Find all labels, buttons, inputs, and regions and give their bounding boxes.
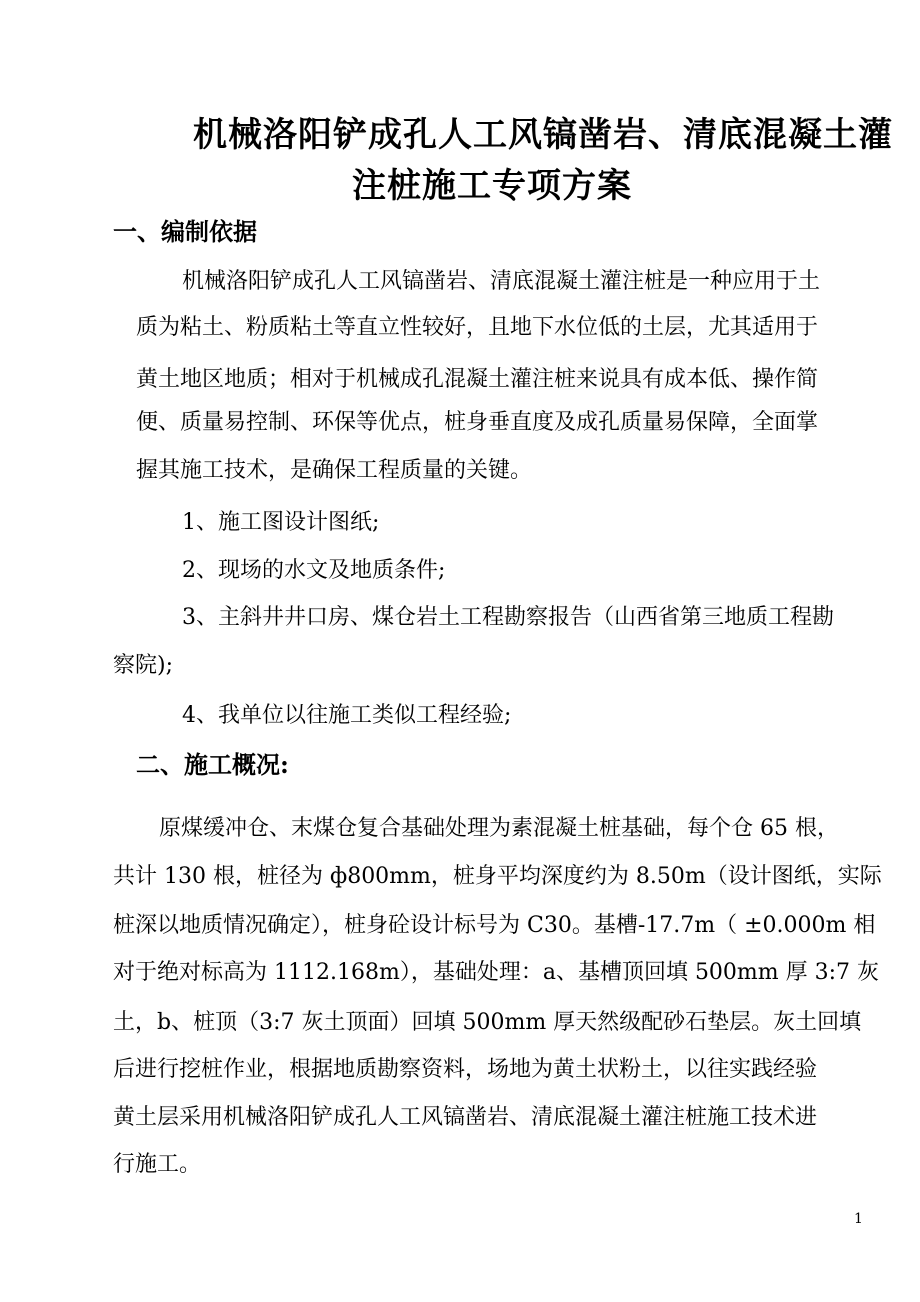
section2-paragraph-line: 对于绝对标高为 1112.168m），基础处理：a、基槽顶回填 500mm 厚 3:7 灰 [113, 960, 880, 985]
page-number: 1 [854, 1211, 863, 1227]
section1-list-item: 1、施工图设计图纸; [182, 510, 380, 535]
section1-heading: 一、编制依据 [113, 217, 257, 246]
section2-paragraph-line: 原煤缓冲仓、末煤仓复合基础处理为素混凝土桩基础，每个仓 65 根， [159, 816, 839, 841]
section1-list-item: 2、现场的水文及地质条件; [182, 558, 446, 583]
section1-paragraph-line: 黄土地区地质；相对于机械成孔混凝土灌注桩来说具有成本低、操作简 [136, 367, 819, 392]
section2-paragraph-line: 行施工。 [113, 1152, 202, 1177]
section1-paragraph-line: 便、质量易控制、环保等优点，桩身垂直度及成孔质量易保障，全面掌 [136, 410, 819, 435]
section1-list-item: 察院); [113, 653, 173, 678]
title-line-2: 注桩施工专项方案 [352, 166, 632, 206]
section1-paragraph-line: 握其施工技术，是确保工程质量的关键。 [136, 458, 533, 483]
title-line-1: 机械洛阳铲成孔人工风镐凿岩、清底混凝土灌 [193, 115, 893, 155]
section1-paragraph-line: 质为粘土、粉质粘土等直立性较好，且地下水位低的土层，尤其适用于 [136, 315, 819, 340]
section2-paragraph-line: 后进行挖桩作业，根据地质勘察资料，场地为黄土状粉土，以往实践经验 [113, 1057, 818, 1082]
section2-heading: 二、施工概况: [136, 750, 289, 779]
section2-paragraph-line: 黄土层采用机械洛阳铲成孔人工风镐凿岩、清底混凝土灌注桩施工技术进 [113, 1105, 818, 1130]
section1-paragraph-line: 机械洛阳铲成孔人工风镐凿岩、清底混凝土灌注桩是一种应用于土 [182, 269, 821, 294]
section1-list-item: 4、我单位以往施工类似工程经验; [182, 703, 512, 728]
section1-list-item: 3、主斜井井口房、煤仓岩土工程勘察报告（山西省第三地质工程勘 [182, 605, 834, 630]
section2-paragraph-line: 土，b、桩顶（3:7 灰土顶面）回填 500mm 厚天然级配砂石垫层。灰土回填 [113, 1010, 862, 1035]
section2-paragraph-line: 共计 130 根，桩径为 ф800mm，桩身平均深度约为 8.50m（设计图纸，实际 [113, 864, 882, 889]
section2-paragraph-line: 桩深以地质情况确定），桩身砼设计标号为 C30。基槽-17.7m（ ±0.000m 相 [113, 913, 876, 938]
